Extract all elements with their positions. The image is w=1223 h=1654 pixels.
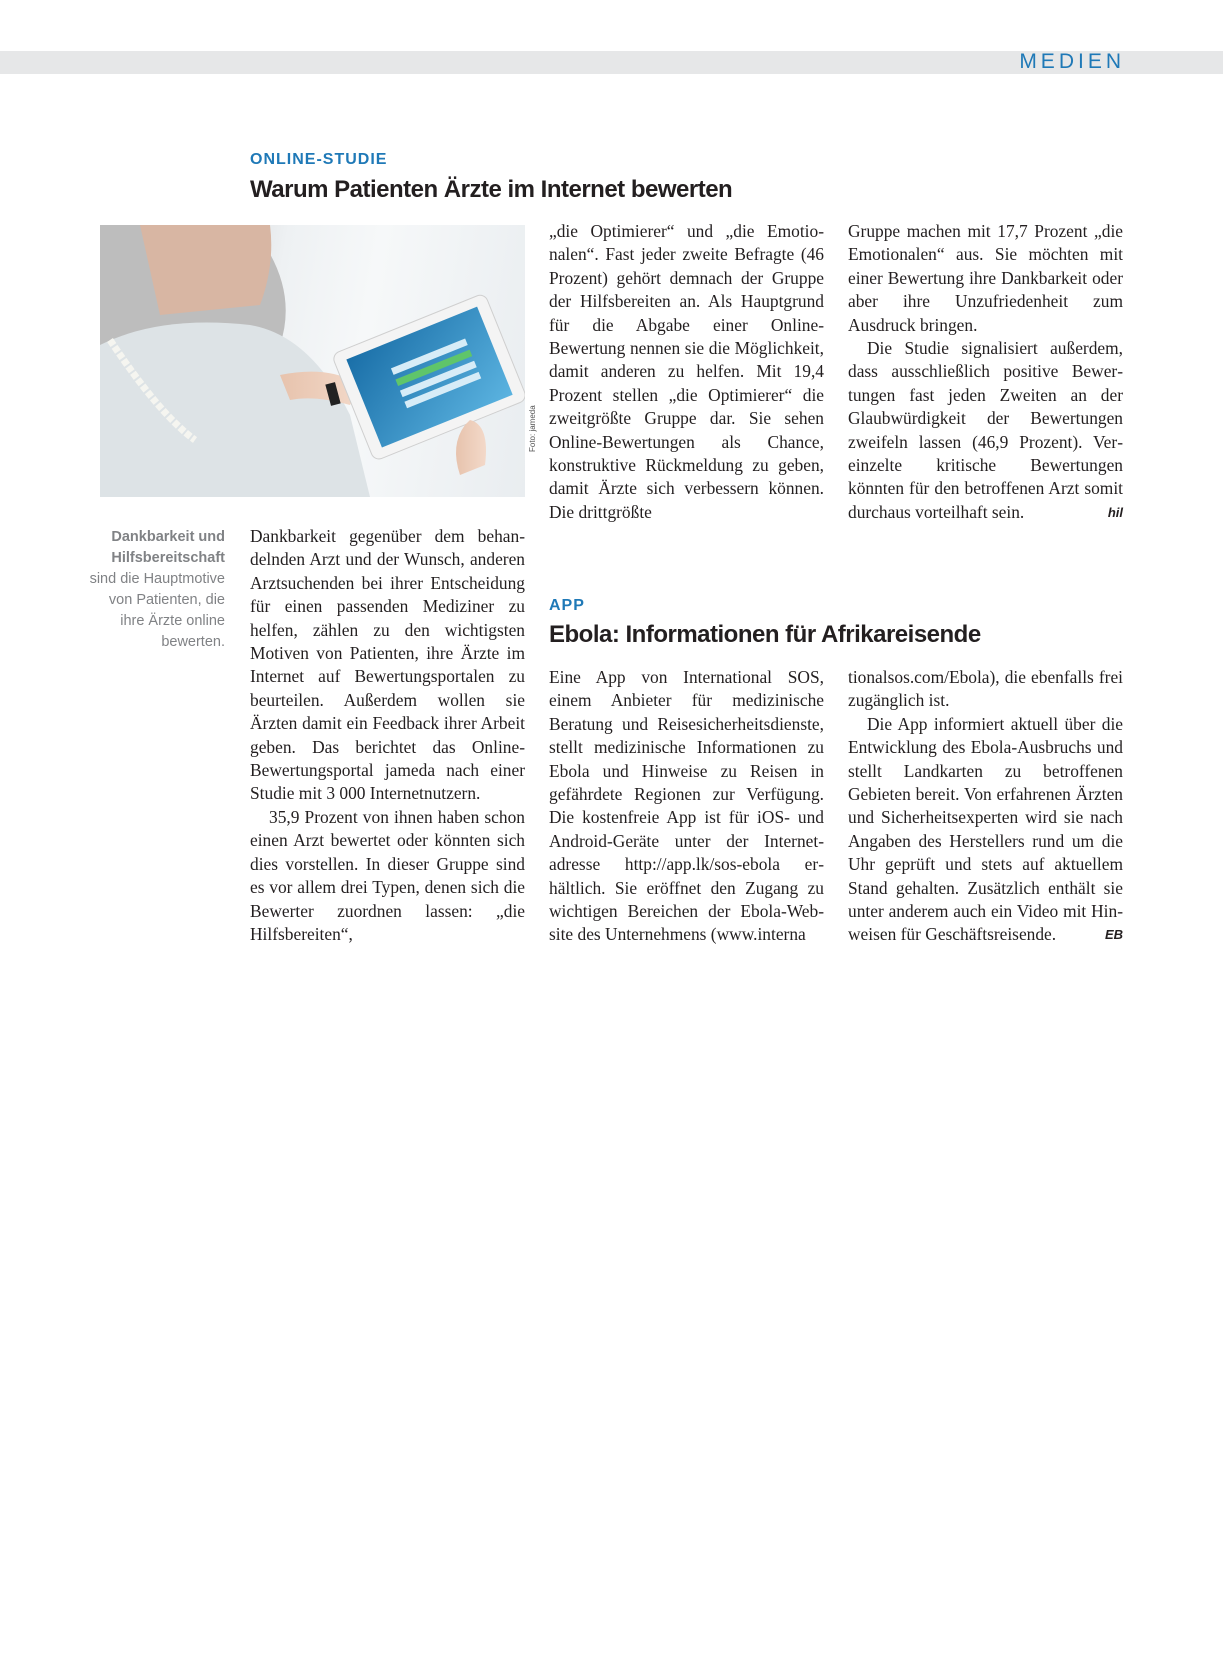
article1-kicker: ONLINE-STUDIE (250, 151, 388, 168)
article1-column-2 (549, 220, 824, 524)
section-label: MEDIEN (1019, 50, 1125, 73)
article2-paragraph: Eine App von International SOS, einem Anbieter für medizinische Beratung und Reisesicherheitsdienste, stellt medizinische Informationen zu Ebola und Hinweise zu Reisen in gefährdete Regionen zur Verfügung. Die kostenfreie App ist für iOS- und Android-Geräte unter der Internetadresse http://app.lk/sos-ebola erhältlich. Sie eröffnet den Zugang zu wichtigen Bereichen der Ebola-Website des Unternehmens (www.interna (549, 667, 824, 945)
author-signature: EB (1104, 927, 1123, 943)
author-signature: hil (1107, 504, 1123, 520)
article1-paragraph-text: Die Studie signalisiert außerdem, dass ausschließlich positive Bewertungen fast jeden Zweiten an der Glaubwürdigkeit der Bewertungen zweifeln lassen (46,9 Prozent). Vereinzelte kritische Bewertungen könnten für den betroffenen Arzt somit durchaus vorteilhaft sein. (848, 338, 1123, 522)
article1-paragraph: 35,9 Prozent von ihnen haben schon einen Arzt bewertet oder könnten sich dies vorstellen. In dieser Gruppe sind es vor allem drei Typen, denen sich die Bewerter zuordnen lassen: „die Hilfsbereiten“, (250, 806, 525, 944)
article2-paragraph: tionalsos.com/Ebola), die ebenfalls frei zugänglich ist. (848, 667, 1123, 711)
photo-caption (86, 527, 225, 653)
article-photo (100, 225, 525, 497)
article2-headline: Ebola: Informationen für Afrikareisende (549, 621, 981, 648)
caption-bold: Dankbarkeit und Hilfsbereitschaft (111, 529, 225, 566)
article1-paragraph (848, 337, 1123, 524)
article1-column-3 (848, 220, 1123, 524)
caption-text: sind die Hauptmotive von Patienten, die ihre Ärzte online bewerten. (89, 571, 225, 650)
article1-headline: Warum Patienten Ärzte im Internet bewerten (250, 176, 733, 203)
article2-paragraph (848, 713, 1123, 947)
article2-paragraph-text: Die App informiert aktuell über die Entwicklung des Ebola-Ausbruchs und stellt Landkarten zu betroffenen Gebieten bereit. Von erfahrenen Ärzten und Sicherheitsexperten wird sie nach Angaben des Herstellers rund um die Uhr geprüft und stets auf aktuellem Stand gehalten. Zusätzlich enthält sie unter anderem auch ein Video mit Hinweisen für Geschäftsreisende. (848, 713, 1123, 945)
article1-column-1 (250, 525, 525, 946)
article2-column-1 (549, 666, 824, 947)
woman-with-tablet-illustration (100, 225, 525, 497)
article1-paragraph: „die Optimierer“ und „die Emotionalen“. Fast jeder zweite Befragte (46 Prozent) gehört demnach der Gruppe der Hilfsbereiten an. Als Hauptgrund für die Abgabe einer Online-Bewertung nennen sie die Möglichkeit, damit anderen zu helfen. Mit 19,4 Prozent stellen „die Optimierer“ die zweitgrößte Gruppe dar. Sie sehen Online-Bewertungen als Chance, konstruktive Rückmeldung zu geben, damit Ärzte sich verbessern können. Die drittgrößte (549, 221, 824, 522)
article2-kicker: APP (549, 597, 585, 614)
photo-credit: Foto: jameda (528, 405, 537, 452)
article1-paragraph: Dankbarkeit gegenüber dem behandelnden Arzt und der Wunsch, anderen Arztsuchenden bei ihrer Entscheidung für einen passenden Mediziner zu helfen, zählen zu den wichtigsten Motiven von Patienten, ihre Ärzte im Internet auf Bewertungsportalen zu beurteilen. Außerdem wollen sie Ärzten damit ein Feedback ihrer Arbeit geben. Das berichtet das Online-Bewertungsportal jameda nach einer Studie mit 3 000 Internetnutzern. (250, 526, 525, 804)
article2-column-2 (848, 666, 1123, 947)
article1-paragraph: Gruppe machen mit 17,7 Prozent „die Emotionalen“ aus. Sie möchten mit einer Bewertung ihre Dankbarkeit oder aber ihre Unzufriedenheit zum Ausdruck bringen. (848, 221, 1123, 335)
